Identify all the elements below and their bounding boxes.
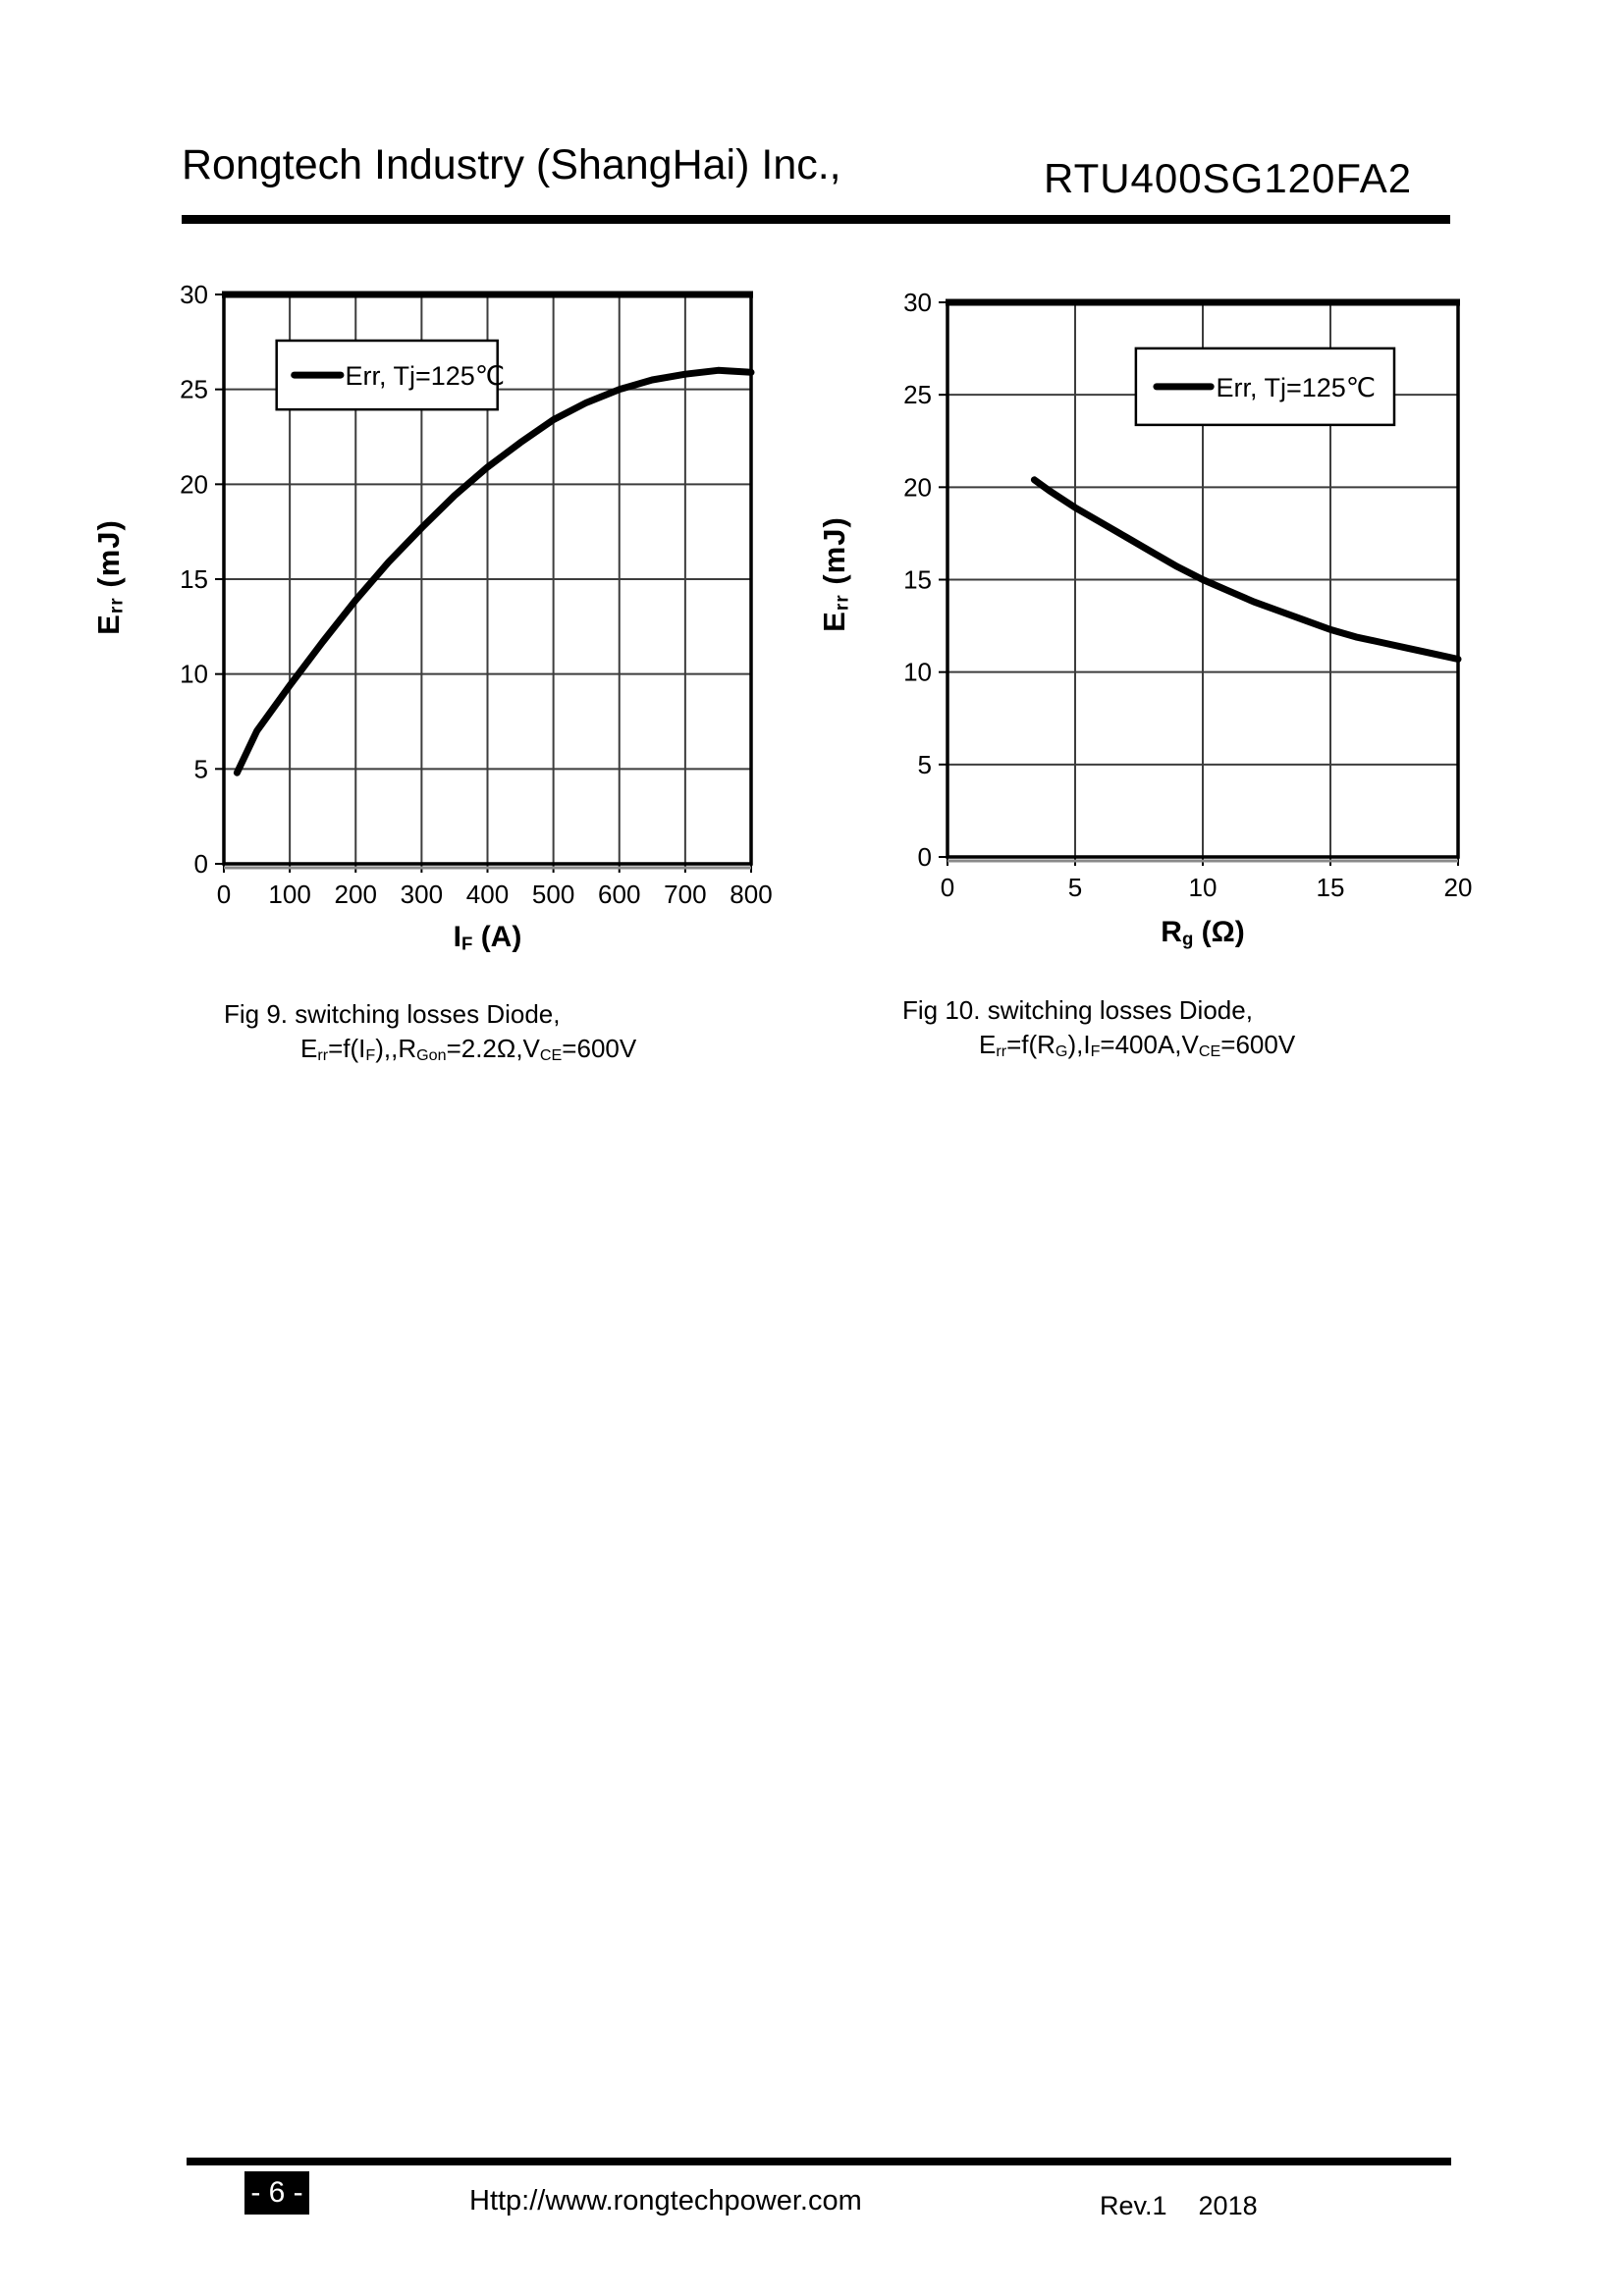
err-curve (237, 370, 751, 773)
fig10-caption-line2: $E_{rr}=f(R_G),I_F=400A,V_{CE}=600V$ (979, 1030, 1296, 1060)
y-tick-label: 15 (903, 564, 932, 595)
website-url: Http://www.rongtechpower.com (469, 2185, 862, 2216)
x-tick-label: 10 (1188, 873, 1218, 902)
x-tick-label: 20 (1443, 873, 1473, 902)
y-tick-label: 25 (180, 374, 208, 404)
x-tick-label: 600 (598, 880, 641, 909)
x-tick-label: 800 (730, 880, 773, 909)
y-tick-label: 15 (180, 564, 208, 594)
y-tick-label: 0 (193, 849, 208, 879)
fig9-y-axis-label: $E_{rr}$ (mJ) (91, 519, 128, 635)
fig9-caption (224, 997, 636, 1066)
x-tick-label: 100 (268, 880, 311, 909)
fig10-caption-line1: Fig 10. switching losses Diode, (902, 995, 1253, 1025)
x-tick-label: 500 (531, 880, 575, 909)
legend-label: Err, Tj=125℃ (1216, 372, 1377, 402)
fig10-y-axis-label: $E_{rr}$ (mJ) (817, 516, 853, 632)
x-tick-label: 5 (1067, 873, 1083, 902)
x-tick-label: 300 (400, 880, 444, 909)
fig10-chart (869, 278, 1517, 921)
fig9-chart (147, 273, 795, 916)
y-tick-label: 20 (180, 469, 208, 500)
x-tick-label: 0 (216, 880, 232, 909)
y-tick-label: 5 (917, 749, 932, 779)
x-tick-label: 200 (334, 880, 377, 909)
y-tick-label: 0 (917, 842, 932, 872)
y-tick-label: 30 (903, 288, 932, 317)
legend-label: Err, Tj=125℃ (345, 361, 506, 392)
revision-label: Rev.1 (1100, 2191, 1167, 2220)
x-tick-label: 0 (940, 873, 955, 902)
year-label: 2018 (1198, 2191, 1258, 2220)
y-tick-label: 10 (903, 657, 932, 687)
part-number: RTU400SG120FA2 (1044, 155, 1413, 201)
page-number-badge: - 6 - (244, 2171, 309, 2215)
x-tick-label: 700 (664, 880, 707, 909)
y-tick-label: 25 (903, 380, 932, 410)
fig10-caption (902, 993, 1295, 1062)
fig9-caption-line1: Fig 9. switching losses Diode, (224, 999, 561, 1029)
revision-block (1100, 2191, 1258, 2221)
fig9-x-axis-label: $I_F$ (A) (453, 921, 522, 954)
y-tick-label: 10 (180, 659, 208, 689)
err-curve (1034, 480, 1458, 660)
fig9-caption-line2: $E_{rr}=f(I_F),,R_{Gon}=2.2\Omega,V_{CE}=600V$ (300, 1034, 637, 1064)
y-tick-label: 20 (903, 472, 932, 503)
x-tick-label: 15 (1316, 873, 1345, 902)
company-name: Rongtech Industry (ShangHai) Inc., (182, 141, 841, 188)
y-tick-label: 5 (193, 754, 208, 784)
footer-rule (187, 2158, 1451, 2165)
fig10-x-axis-label: $R_g$ (Ω) (1161, 916, 1245, 949)
x-tick-label: 400 (465, 880, 510, 909)
y-tick-label: 30 (180, 280, 208, 309)
header-rule (182, 215, 1450, 224)
